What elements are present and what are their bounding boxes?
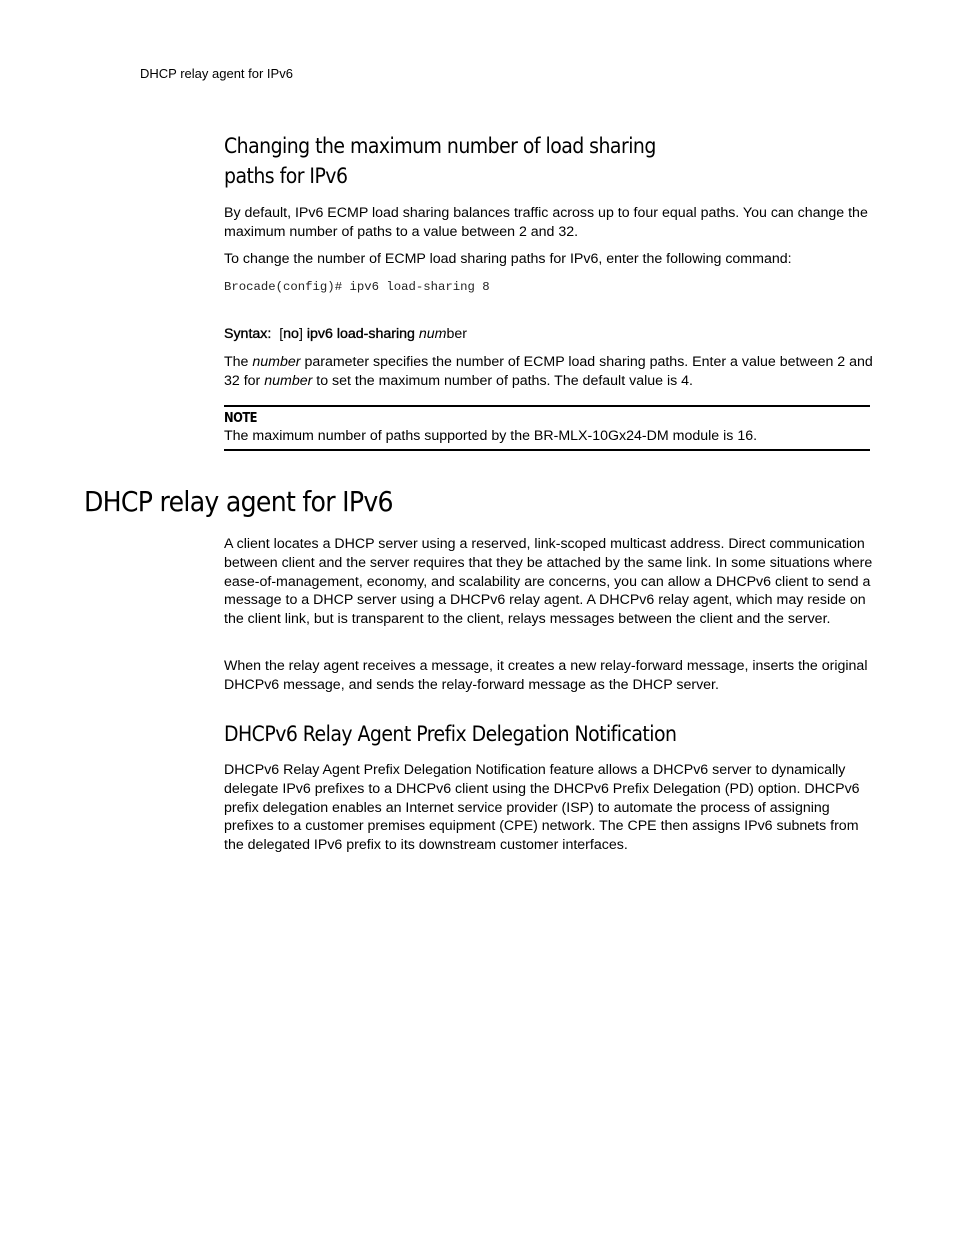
syntax-bracket-close: ] — [298, 326, 303, 342]
syntax-no-keyword: no — [283, 326, 299, 342]
load-sharing-intro-paragraph: By default, IPv6 ECMP load sharing balances traffic across up to four equal paths. You can change the maximum number of paths to a value between 2 and 32. — [224, 205, 868, 240]
heading-line-2: paths for IPv6 — [224, 164, 348, 188]
running-header: DHCP relay agent for IPv6 — [140, 66, 293, 81]
heading-line-1: Changing the maximum number of load sharing — [224, 134, 656, 158]
param-desc-text-2: parameter specifies the number of ECMP load sharing paths. Enter a value between 2 and 32 for — [224, 354, 873, 389]
param-desc-emphasis-2: number — [264, 372, 313, 389]
command-example: Brocade(config)# ipv6 load-sharing 8 — [224, 280, 490, 294]
dhcp-relay-paragraph-1: A client locates a DHCP server using a reserved, link-scoped multicast address. Direct communication between client and the server requires that they be attached by the same link. In some situations where ease-of-management, economy, and scalability are concerns, you can allow a DHCPv6 client to send a message to a DHCP server using a DHCPv6 relay agent. A DHCPv6 relay agent, which may reside on the client link, but is transparent to the client, relays messages between the client and the server. — [224, 536, 873, 628]
param-desc-text-3: to set the maximum number of paths. The default value is 4. — [312, 372, 693, 389]
note-title: NOTE — [224, 410, 257, 426]
syntax-command: ipv6 load-sharing — [306, 326, 415, 342]
syntax-label: Syntax: — [224, 326, 272, 342]
section-heading-load-sharing — [224, 131, 800, 191]
section-heading-dhcp-relay: DHCP relay agent for IPv6 — [84, 485, 393, 518]
param-desc-emphasis-1: number — [252, 354, 301, 370]
section-heading-prefix-delegation: DHCPv6 Relay Agent Prefix Delegation Notification — [224, 722, 677, 746]
param-desc-text-1: The — [224, 354, 253, 370]
prefix-delegation-paragraph: DHCPv6 Relay Agent Prefix Delegation Notification feature allows a DHCPv6 server to dynamically delegate IPv6 prefixes to a DHCPv6 client using the DHCPv6 Prefix Delegation (PD) option. DHCPv6 prefix delegation enables an Internet service provider (ISP) to automate the process of assigning prefixes to a customer premises equipment (CPE) network. The CPE then assigns IPv6 subnets from the delegated IPv6 prefix to its downstream customer interfaces. — [224, 762, 860, 854]
syntax-param-italic: num — [418, 326, 447, 342]
syntax-param-rest: ber — [446, 326, 467, 342]
syntax-line — [224, 325, 467, 343]
dhcp-relay-paragraph-2: When the relay agent receives a message, it creates a new relay-forward message, inserts the original DHCPv6 message, and sends the relay-forward message as the DHCP server. — [224, 658, 868, 693]
note-box — [224, 405, 870, 451]
note-text: The maximum number of paths supported by the BR-MLX-10Gx24-DM module is 16. — [224, 428, 758, 444]
parameter-description — [224, 353, 874, 391]
load-sharing-instruction-paragraph: To change the number of ECMP load sharing paths for IPv6, enter the following command: — [224, 251, 792, 267]
syntax-bracket-open: [ — [279, 326, 284, 342]
